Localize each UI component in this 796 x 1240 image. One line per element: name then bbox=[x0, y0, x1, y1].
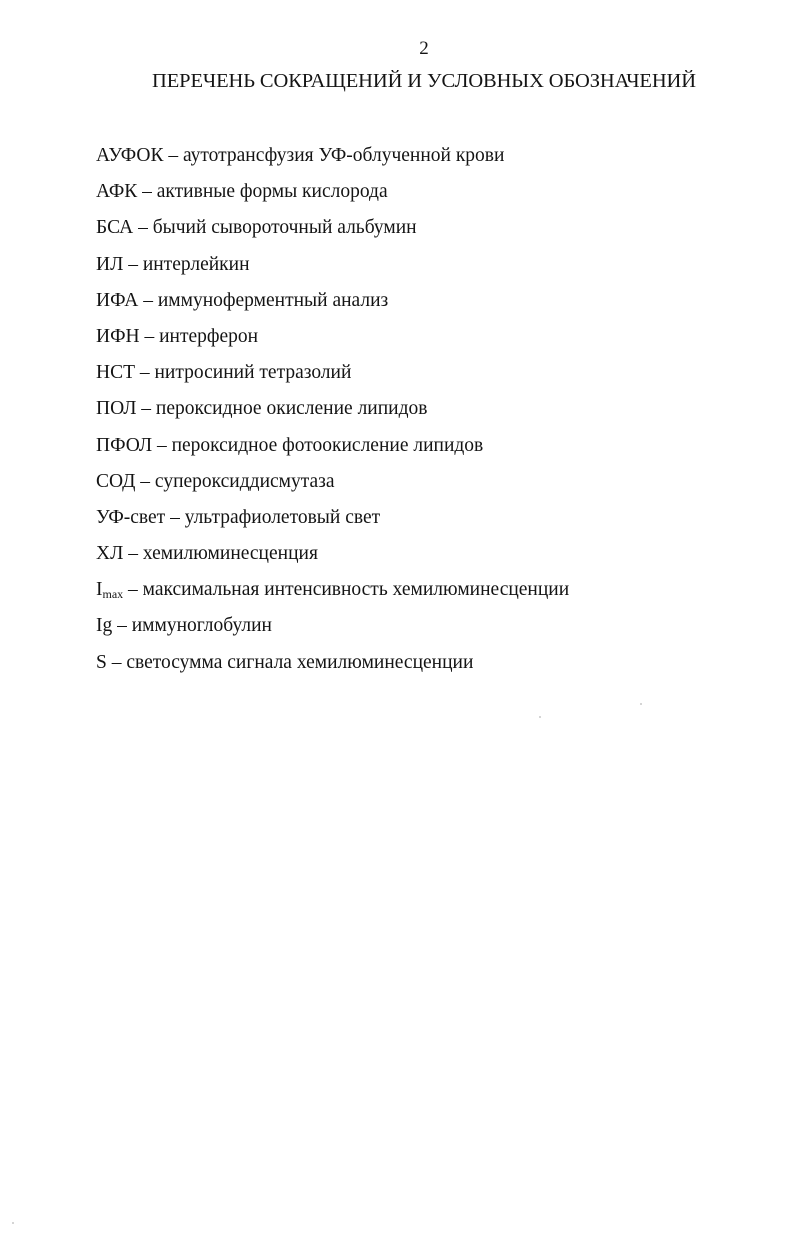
abbreviation-term: АУФОК bbox=[96, 145, 164, 166]
abbreviation-item bbox=[96, 323, 569, 359]
abbreviation-item bbox=[96, 540, 569, 576]
abbreviation-definition: нитросиний тетразолий bbox=[154, 362, 352, 384]
dash-separator: – bbox=[135, 362, 155, 384]
abbreviation-definition: хемилюминесценция bbox=[142, 543, 318, 565]
abbreviation-term: СОД bbox=[96, 470, 136, 492]
dash-separator: – bbox=[163, 145, 183, 166]
abbreviation-definition: интерлейкин bbox=[142, 253, 250, 275]
dash-separator: – bbox=[139, 325, 160, 347]
abbreviation-term: ИФА bbox=[96, 289, 139, 311]
abbreviation-item bbox=[96, 251, 569, 287]
abbreviation-definition: иммуноферментный анализ bbox=[157, 289, 389, 311]
abbreviation-item bbox=[96, 395, 569, 431]
abbreviation-item bbox=[96, 359, 569, 395]
abbreviation-definition: светосумма сигнала хемилюминесценции bbox=[126, 651, 474, 673]
dash-separator: – bbox=[106, 651, 127, 673]
dash-separator: – bbox=[112, 615, 132, 637]
abbreviation-item bbox=[96, 432, 569, 468]
abbreviation-term: АФК bbox=[96, 181, 138, 203]
abbreviation-definition: активные формы кислорода bbox=[156, 181, 388, 203]
abbreviation-term: НСТ bbox=[96, 362, 135, 384]
scan-speck bbox=[539, 716, 541, 718]
abbreviation-item bbox=[96, 142, 569, 178]
abbreviation-item bbox=[96, 468, 569, 504]
abbreviation-term-base: I bbox=[96, 579, 103, 601]
abbreviation-definition: максимальная интенсивность хемилюминесценции bbox=[142, 579, 570, 601]
abbreviation-term: БСА bbox=[96, 217, 134, 239]
abbreviation-term-subscript: max bbox=[102, 587, 124, 602]
dash-separator: – bbox=[133, 217, 153, 239]
abbreviation-term: ХЛ bbox=[96, 543, 124, 565]
abbreviation-list bbox=[96, 142, 569, 685]
abbreviation-definition: супероксиддисмутаза bbox=[154, 470, 335, 492]
abbreviation-item bbox=[96, 178, 569, 214]
abbreviation-term: ПФОЛ bbox=[96, 434, 153, 456]
dash-separator: – bbox=[123, 579, 143, 601]
dash-separator: – bbox=[136, 398, 156, 420]
abbreviation-definition: пероксидное фотоокисление липидов bbox=[171, 434, 484, 456]
abbreviation-definition: пероксидное окисление липидов bbox=[155, 398, 428, 420]
abbreviation-definition: ультрафиолетовый свет bbox=[184, 506, 381, 528]
abbreviation-item bbox=[96, 287, 569, 323]
abbreviation-item bbox=[96, 504, 569, 540]
abbreviation-definition: бычий сывороточный альбумин bbox=[152, 217, 417, 239]
abbreviation-definition: аутотрансфузия УФ-облученной крови bbox=[182, 145, 505, 166]
abbreviation-term: S bbox=[96, 651, 107, 673]
abbreviation-term: ИФН bbox=[96, 325, 140, 347]
dash-separator: – bbox=[138, 289, 158, 311]
abbreviation-term: УФ-свет bbox=[96, 506, 166, 528]
page-title: ПЕРЕЧЕНЬ СОКРАЩЕНИЙ И УСЛОВНЫХ ОБОЗНАЧЕНИЙ bbox=[152, 70, 696, 92]
page-number: 2 bbox=[419, 38, 429, 59]
abbreviation-item bbox=[96, 214, 569, 250]
abbreviation-item bbox=[96, 576, 569, 612]
abbreviation-item bbox=[96, 612, 569, 648]
abbreviation-term: ИЛ bbox=[96, 253, 124, 275]
dash-separator: – bbox=[165, 506, 185, 528]
dash-separator: – bbox=[123, 543, 143, 565]
dash-separator: – bbox=[137, 181, 157, 203]
abbreviation-definition: интерферон bbox=[159, 325, 259, 347]
abbreviation-definition: иммуноглобулин bbox=[131, 615, 272, 637]
dash-separator: – bbox=[135, 470, 155, 492]
dash-separator: – bbox=[152, 434, 172, 456]
scan-speck bbox=[12, 1222, 14, 1224]
abbreviation-term: ПОЛ bbox=[96, 398, 137, 420]
abbreviation-term bbox=[96, 579, 123, 600]
scan-speck bbox=[640, 703, 642, 705]
abbreviation-term: Ig bbox=[96, 615, 113, 637]
abbreviation-item bbox=[96, 649, 569, 685]
dash-separator: – bbox=[123, 253, 143, 275]
